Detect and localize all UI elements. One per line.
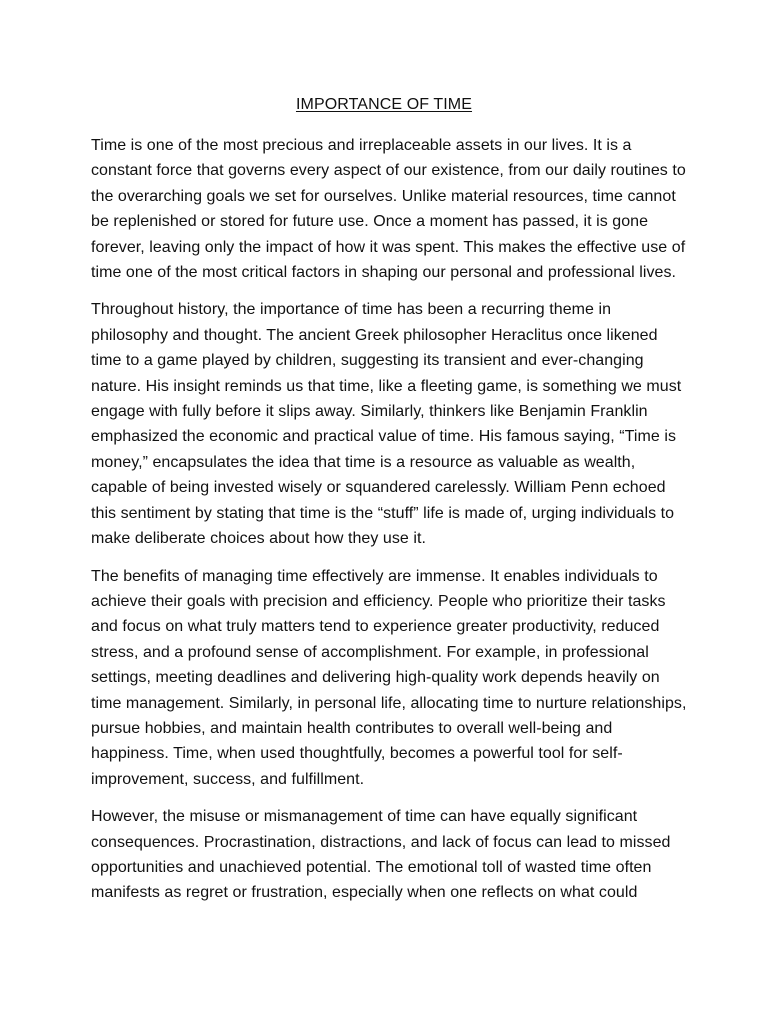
document-title: IMPORTANCE OF TIME (295, 96, 473, 113)
paragraph-1: Time is one of the most precious and irreplaceable assets in our lives. It is a constant force that governs every aspect of our existence, from our daily routines to the overarching goals we set for ourselves. Unlike material resources, time cannot be replenished or stored for future use. Once a moment has passed, it is gone forever, leaving only the impact of how it was spent. This makes the effective use of time one of the most critical factors in shaping our personal and professional lives. (91, 137, 686, 282)
paragraph-2: Throughout history, the importance of time has been a recurring theme in philosophy and thought. The ancient Greek philosopher Heraclitus once likened time to a game played by children, suggesting its transient and ever-changing nature. His insight reminds us that time, like a fleeting game, is something we must engage with fully before it slips away. Similarly, thinkers like Benjamin Franklin emphasized the economic and practical value of time. His famous saying, “Time is money,” encapsulates the idea that time is a resource as valuable as wealth, capable of being invested wisely or squandered carelessly. William Penn echoed this sentiment by stating that time is the “stuff” life is made of, urging individuals to make deliberate choices about how they use it. (91, 301, 682, 548)
paragraph-4: However, the misuse or mismanagement of time can have equally significant consequences. Procrastination, distractions, and lack of focus can lead to missed opportunities and unachieved potential. The emotional toll of wasted time often manifests as regret or frustration, especially when one reflects on what could (91, 808, 671, 902)
document-body (91, 133, 687, 918)
paragraph-3: The benefits of managing time effectively are immense. It enables individuals to achieve their goals with precision and efficiency. People who prioritize their tasks and focus on what truly matters tend to experience greater productivity, reduced stress, and a profound sense of accomplishment. For example, in professional settings, meeting deadlines and delivering high-quality work depends heavily on time management. Similarly, in personal life, allocating time to nurture relationships, pursue hobbies, and maintain health contributes to overall well-being and happiness. Time, when used thoughtfully, becomes a powerful tool for self-improvement, success, and fulfillment. (91, 567, 687, 788)
